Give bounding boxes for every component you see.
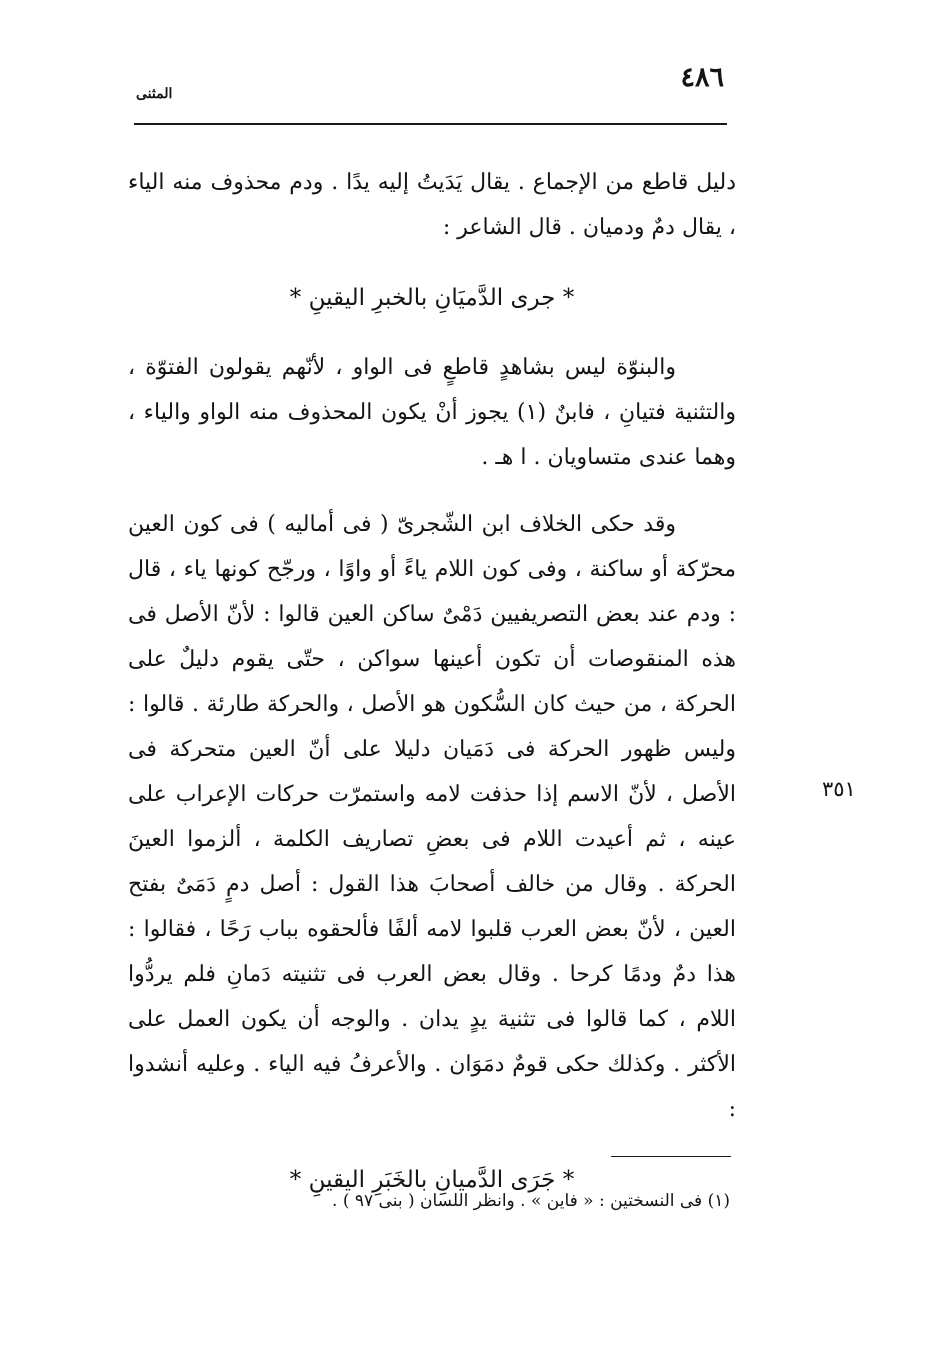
paragraph-gap (128, 480, 736, 502)
paragraph-1: دليل قاطع من الإجماع . يقال يَدَيتُ إليه يدًا . ودم محذوف منه الياء ، يقال دمٌ ودميان . قال الشاعر : (128, 170, 736, 240)
verse-1: * جرى الدَّميَانِ بالخبرِ اليقينِ * (289, 285, 575, 311)
margin-number: ٣٥١ (822, 777, 856, 801)
page-header (130, 60, 730, 106)
body-text (128, 160, 736, 1227)
paragraph-2: والبنوّة ليس بشاهدٍ قاطعٍ فى الواو ، لأنّهم يقولون الفتوّة ، والتثنية فتيانِ ، فابنٌ (١) يجوز أنْ يكون المحذوف منه الواو والياء ، وهما عندى متساويان . ا هـ . (128, 355, 736, 470)
footnote-rule (611, 1156, 731, 1157)
page-number: ٤٨٦ (680, 62, 724, 93)
header-rule (134, 123, 727, 125)
running-title: المثنى (136, 86, 173, 102)
paragraph-3: وقد حكى الخلاف ابن الشّجرىّ ( فى أماليه ) فى كون العين محرّكة أو ساكنة ، وفى كون اللام ياءً أو واوًا ، ورجّح كونها ياء ، قال : ودم عند بعض التصريفيين دَمْىٌ ساكن العين قالوا : لأنّ الأصل فى هذه المنقوصات أن تكون أعينها سواكن ، حتّى يقوم دليلٌ على الحركة ، من حيث كان السُّكون هو الأصل ، والحركة طارئة . قالوا : وليس ظهور الحركة فى دَمَيان دليلا على أنّ العين متحركة فى الأصل ، لأنّ الاسم إذا حذفت لامه واستمرّت حركات الإعراب على عينه ، ثم أعيدت اللام فى بعضِ تصاريف الكلمة ، ألزموا العينَ الحركة . وقال من خالف أصحابَ هذا القول : أصل دمٍ دَمَىٌ بفتح العين ، لأنّ بعض العرب قلبوا لامه ألفًا فألحقوه بباب رَحًا ، فقالوا : هذا دمٌ ودمًا كرحا . وقال بعض العرب فى تثنيته دَمانِ فلم يردُّوا اللام ، كما قالوا فى تثنية يدٍ يدان . والوجه أن يكون العمل على الأكثر . وكذلك حكى قومٌ دمَوَان . والأعرفُ فيه الياء . وعليه أنشدوا : (128, 512, 736, 1122)
verse-2: * جَرَى الدَّميانِ بالخَبَرِ اليقينِ * (289, 1167, 575, 1193)
footnote: (١) فى النسختين : « فاين » . وانظر اللسان ( بنى ٩٧ ) . (332, 1191, 730, 1211)
